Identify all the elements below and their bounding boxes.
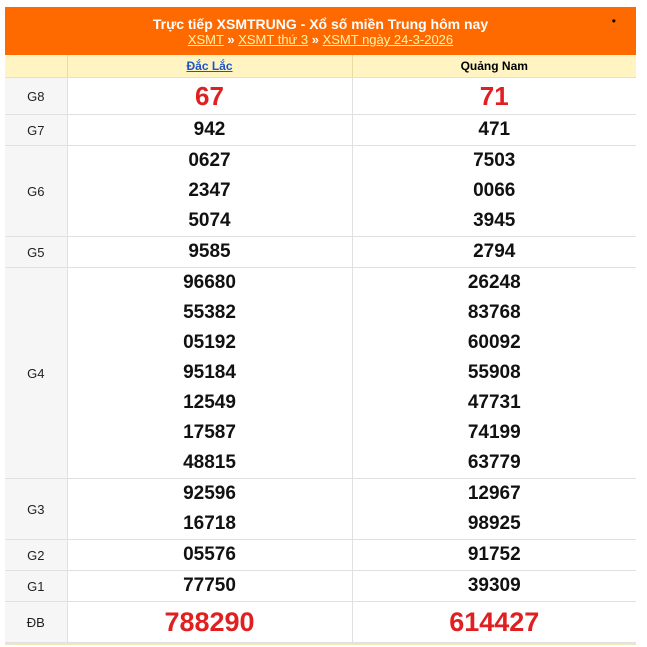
prize-label: G2 (5, 540, 67, 571)
breadcrumb-xsmt-weekday[interactable]: XSMT thứ 3 (238, 32, 309, 47)
table-bottom-border (5, 643, 636, 645)
result-number: 942 (193, 119, 226, 140)
result-number: 17587 (183, 422, 236, 443)
prize-row (5, 78, 636, 115)
result-number: 05192 (183, 332, 236, 353)
province-header-row (5, 55, 636, 78)
result-number: 3945 (473, 210, 516, 231)
prize-label: G6 (5, 146, 67, 237)
results-header (5, 7, 636, 55)
province-header (352, 55, 636, 78)
result-number: 95184 (183, 362, 236, 383)
prize-label: ĐB (5, 602, 67, 643)
result-number: 12967 (467, 483, 521, 504)
prize-label: G8 (5, 78, 67, 115)
result-cell (352, 268, 636, 479)
result-cell (67, 115, 352, 146)
result-number: 26248 (467, 272, 521, 293)
result-number: 55908 (467, 362, 521, 383)
result-number: 67 (195, 81, 224, 111)
result-cell (67, 571, 352, 602)
result-number: 12549 (183, 392, 236, 413)
result-cell (67, 540, 352, 571)
province-link-quang-nam[interactable]: Quảng Nam (460, 59, 528, 73)
province-header (67, 55, 352, 78)
prize-row (5, 237, 636, 268)
prize-row (5, 602, 636, 643)
prize-label: G3 (5, 479, 67, 540)
result-number: 9585 (188, 241, 231, 262)
result-number: 48815 (183, 452, 236, 473)
result-number: 39309 (467, 575, 521, 596)
result-number: 0627 (188, 150, 231, 171)
prize-row (5, 479, 636, 540)
breadcrumb-xsmt[interactable]: XSMT (187, 32, 224, 47)
prize-row (5, 268, 636, 479)
result-cell (352, 78, 636, 115)
breadcrumb-separator: » (311, 32, 319, 47)
result-cell (67, 268, 352, 479)
result-cell (352, 115, 636, 146)
result-number: 5074 (188, 210, 231, 231)
results-table (5, 55, 636, 643)
result-number: 60092 (467, 332, 521, 353)
result-number: 0066 (473, 180, 516, 201)
result-cell (352, 237, 636, 268)
result-cell (67, 479, 352, 540)
result-cell (352, 479, 636, 540)
result-number: 77750 (183, 575, 236, 596)
result-cell (67, 146, 352, 237)
result-cell (67, 237, 352, 268)
breadcrumb-separator: » (227, 32, 235, 47)
breadcrumb (5, 32, 636, 48)
result-number: 71 (479, 81, 509, 111)
prize-row (5, 146, 636, 237)
result-number: 63779 (467, 452, 521, 473)
result-number: 7503 (473, 150, 516, 171)
result-number: 74199 (467, 422, 521, 443)
result-number: 96680 (183, 272, 236, 293)
result-cell (67, 602, 352, 643)
breadcrumb-xsmt-date[interactable]: XSMT ngày 24-3-2026 (322, 32, 454, 47)
dot-icon: • (611, 14, 616, 28)
page-title: Trực tiếp XSMTRUNG - Xổ số miền Trung hôm nay (152, 16, 489, 32)
prize-column-header (5, 55, 67, 78)
prize-label: G1 (5, 571, 67, 602)
result-cell (67, 78, 352, 115)
result-number: 98925 (467, 513, 521, 534)
results-panel (5, 7, 636, 645)
result-number: 47731 (467, 392, 521, 413)
result-number: 83768 (467, 302, 521, 323)
prize-row (5, 540, 636, 571)
result-number: 614427 (449, 607, 540, 637)
prize-row (5, 115, 636, 146)
prize-label: G7 (5, 115, 67, 146)
province-link-dac-lac[interactable]: Đắc Lắc (186, 59, 233, 73)
result-number: 2347 (188, 180, 231, 201)
prize-row (5, 571, 636, 602)
result-number: 55382 (183, 302, 236, 323)
result-cell (352, 540, 636, 571)
result-cell (352, 146, 636, 237)
result-number: 91752 (467, 544, 521, 565)
result-number: 471 (478, 119, 511, 140)
result-number: 16718 (183, 513, 236, 534)
result-cell (352, 602, 636, 643)
result-cell (352, 571, 636, 602)
result-number: 05576 (183, 544, 236, 565)
result-number: 2794 (473, 241, 516, 262)
result-number: 788290 (164, 607, 255, 637)
result-number: 92596 (183, 483, 236, 504)
prize-label: G4 (5, 268, 67, 479)
prize-label: G5 (5, 237, 67, 268)
